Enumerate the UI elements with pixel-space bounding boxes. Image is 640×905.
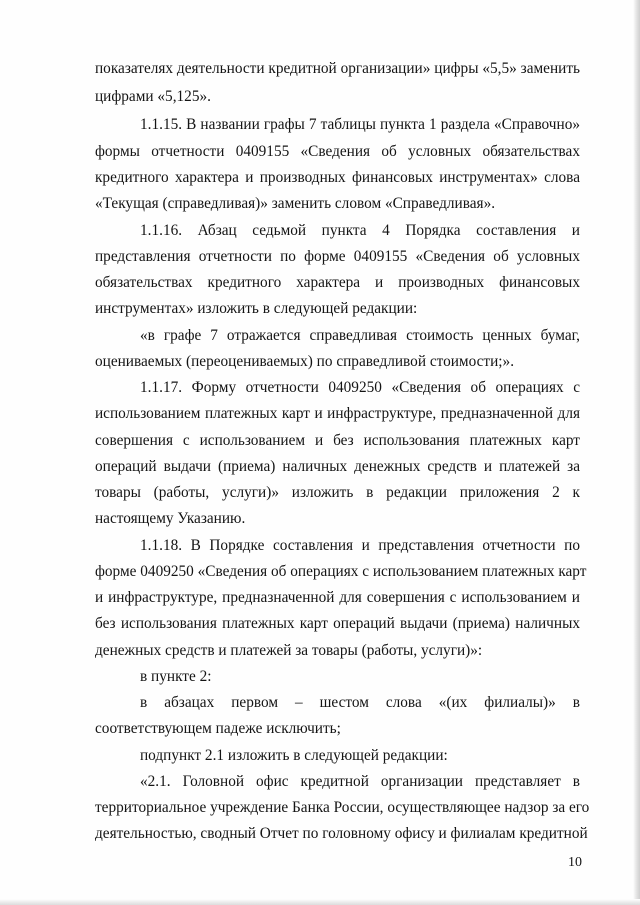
text-line: подпункт 2.1 изложить в следующей редакции: <box>140 747 448 764</box>
scan-edge-shadow <box>633 0 640 905</box>
text-line: совершения с использованием и без использования платежных карт <box>95 432 580 449</box>
text-line: представления отчетности по форме 0409155 «Сведения об условных <box>95 248 580 265</box>
text-line: использованием платежных карт и инфраструктуре, предназначенной для <box>95 405 580 422</box>
text-line: «Текущая (справедливая)» заменить словом «Справедливая». <box>95 195 496 212</box>
text-line: обязательствах кредитного характера и производных финансовых <box>95 274 580 291</box>
text-line: в абзацах первом – шестом слова «(их филиалы)» в <box>140 694 580 711</box>
text-line: в пункте 2: <box>140 668 212 685</box>
text-line: «в графе 7 отражается справедливая стоимость ценных бумаг, <box>140 327 580 344</box>
text-line: 1.1.15. В названии графы 7 таблицы пункта 1 раздела «Справочно» <box>140 116 580 133</box>
text-line: территориальное учреждение Банка России, осуществляющее надзор за его <box>95 799 590 816</box>
text-line: инструментах» изложить в следующей редакции: <box>95 300 418 317</box>
text-line: 1.1.18. В Порядке составления и представления отчетности по <box>140 537 580 554</box>
text-line: 1.1.16. Абзац седьмой пункта 4 Порядка составления и <box>140 222 580 239</box>
text-line: и инфраструктуре, предназначенной для совершения с использованием и <box>95 589 580 606</box>
text-line: деятельностью, сводный Отчет по головному офису и филиалам кредитной <box>95 825 588 842</box>
text-line: цифрами «5,125». <box>95 88 211 105</box>
text-line: оцениваемых (переоцениваемых) по справедливой стоимости;». <box>95 353 515 370</box>
text-line: денежных средств и платежей за товары (работы, услуги)»: <box>95 642 483 659</box>
text-line: без использования платежных карт операций выдачи (приема) наличных <box>95 615 580 632</box>
text-line: показателях деятельности кредитной организации» цифры «5,5» заменить <box>95 60 580 77</box>
text-line: форме 0409250 «Сведения об операциях с использованием платежных карт <box>95 563 587 580</box>
page-number: 10 <box>568 855 582 870</box>
text-line: товары (работы, услуги)» изложить в редакции приложения 2 к <box>95 484 580 501</box>
text-line: кредитного характера и производных финансовых инструментах» слова <box>95 169 580 186</box>
text-line: формы отчетности 0409155 «Сведения об условных обязательствах <box>95 143 580 160</box>
scan-edge-shadow-bottom <box>0 899 640 905</box>
text-line: соответствующем падеже исключить; <box>95 720 341 737</box>
text-line: «2.1. Головной офис кредитной организации представляет в <box>140 773 580 790</box>
text-line: 1.1.17. Форму отчетности 0409250 «Сведения об операциях с <box>140 379 580 396</box>
text-line: операций выдачи (приема) наличных денежных средств и платежей за <box>95 458 580 475</box>
text-line: настоящему Указанию. <box>95 510 246 527</box>
